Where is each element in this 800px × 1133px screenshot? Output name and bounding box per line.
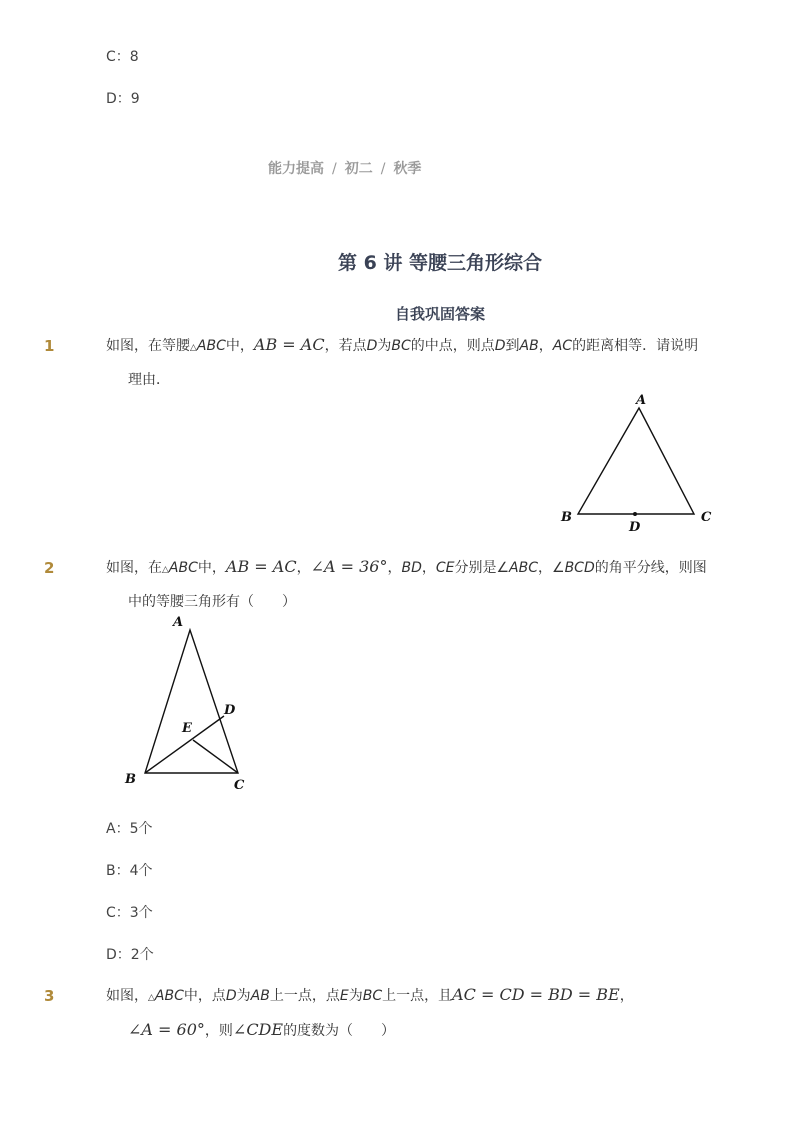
question-3-text: 如图，△ABC中，点D为AB上一点，点E为BC上一点，且AC = CD = BD = BE， ∠A = 60°，则∠CDE的度数为（ ） xyxy=(106,985,634,1039)
question-number: 2 xyxy=(44,559,55,577)
breadcrumb-grade: 初二 xyxy=(344,161,373,177)
option-d[interactable]: D：2个 xyxy=(106,947,154,963)
question-number: 1 xyxy=(44,337,55,355)
option-b[interactable]: B：4个 xyxy=(106,863,153,879)
label-b: B xyxy=(561,510,572,525)
label-c: C xyxy=(701,510,712,525)
prev-option-c[interactable]: C：8 xyxy=(106,49,139,65)
breadcrumb xyxy=(268,158,421,178)
label-e: E xyxy=(182,721,192,736)
option-a[interactable]: A：5个 xyxy=(106,821,153,837)
label-c: C xyxy=(234,778,245,793)
label-a: A xyxy=(636,393,647,408)
breadcrumb-separator: / xyxy=(332,161,337,177)
breadcrumb-level: 能力提高 xyxy=(268,161,324,177)
question-number: 3 xyxy=(44,987,55,1005)
section-title: 自我巩固答案 xyxy=(394,305,485,323)
midpoint-d xyxy=(633,512,637,516)
question-2-text: 如图，在△ABC中，AB = AC，∠A = 36°，BD，CE分别是∠ABC，∠BCD的角平分线，则图 中的等腰三角形有（ ） xyxy=(106,557,707,610)
question-1-text: 如图，在等腰△ABC中，AB = AC，若点D为BC的中点，则点D到AB，AC的距离相等．请说明 理由． xyxy=(106,335,699,388)
breadcrumb-season: 秋季 xyxy=(393,161,422,177)
prev-option-d[interactable]: D：9 xyxy=(106,91,140,107)
option-c[interactable]: C：3个 xyxy=(106,905,153,921)
label-d: D xyxy=(629,520,641,535)
question-1-figure xyxy=(555,390,725,535)
label-a: A xyxy=(173,615,184,630)
triangle-abc xyxy=(145,630,238,773)
bisector-ce xyxy=(193,740,238,773)
label-b: B xyxy=(125,772,136,787)
triangle-abc xyxy=(578,408,694,514)
question-2-figure xyxy=(115,610,260,795)
lecture-title: 第 6 讲 等腰三角形综合 xyxy=(337,252,543,274)
label-d: D xyxy=(224,703,236,718)
breadcrumb-separator: / xyxy=(380,161,386,177)
